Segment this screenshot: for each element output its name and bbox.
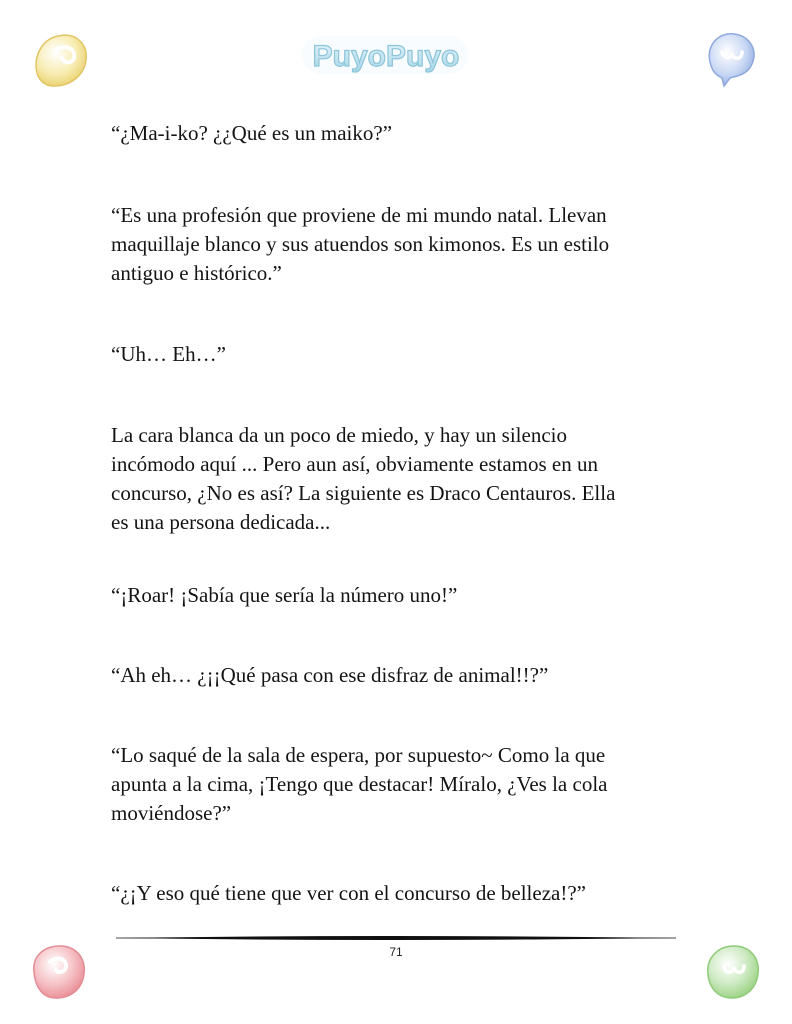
paragraph: [111, 581, 681, 610]
page-number: 71: [389, 945, 403, 959]
paragraph: [111, 201, 681, 288]
red-puyo-icon: [28, 940, 90, 1002]
text-line: La cara blanca da un poco de miedo, y hay un silencio: [111, 423, 567, 447]
paragraph: [111, 661, 681, 690]
paragraph: [111, 421, 681, 537]
paragraph: [111, 340, 681, 369]
text-line: “Lo saqué de la sala de espera, por supuesto~ Como la que: [111, 743, 606, 767]
text-line: “¿Ma-i-ko? ¿¿Qué es un maiko?”: [111, 121, 393, 145]
text-line: “Es una profesión que proviene de mi mundo natal. Llevan: [111, 203, 607, 227]
text-line: apunta a la cima, ¡Tengo que destacar! Míralo, ¿Ves la cola: [111, 772, 608, 796]
text-line: incómodo aquí ... Pero aun así, obviamente estamos en un: [111, 452, 598, 476]
text-line: antiguo e histórico.”: [111, 261, 282, 285]
text-line: “Uh… Eh…”: [111, 342, 226, 366]
text-line: “¿¡Y eso qué tiene que ver con el concurso de belleza!?”: [111, 881, 586, 905]
text-line: moviéndose?”: [111, 801, 232, 825]
footer-divider: [116, 933, 676, 943]
text-line: “Ah eh… ¿¡¡Qué pasa con ese disfraz de animal!!?”: [111, 663, 549, 687]
yellow-puyo-icon: [30, 30, 92, 92]
logo-text: PuyoPuyo: [312, 40, 460, 73]
text-line: “¡Roar! ¡Sabía que sería la número uno!”: [111, 583, 458, 607]
text-line: maquillaje blanco y sus atuendos son kimonos. Es un estilo: [111, 232, 610, 256]
text-line: es una persona dedicada...: [111, 510, 331, 534]
green-puyo-icon: [702, 940, 764, 1002]
body-text: [111, 119, 681, 908]
text-line: concurso, ¿No es así? La siguiente es Draco Centauros. Ella: [111, 481, 616, 505]
paragraph: [111, 741, 681, 828]
puyopuyo-logo: [300, 30, 472, 80]
paragraph: [111, 119, 681, 148]
blue-puyo-icon: [700, 28, 762, 90]
paragraph: [111, 879, 681, 908]
